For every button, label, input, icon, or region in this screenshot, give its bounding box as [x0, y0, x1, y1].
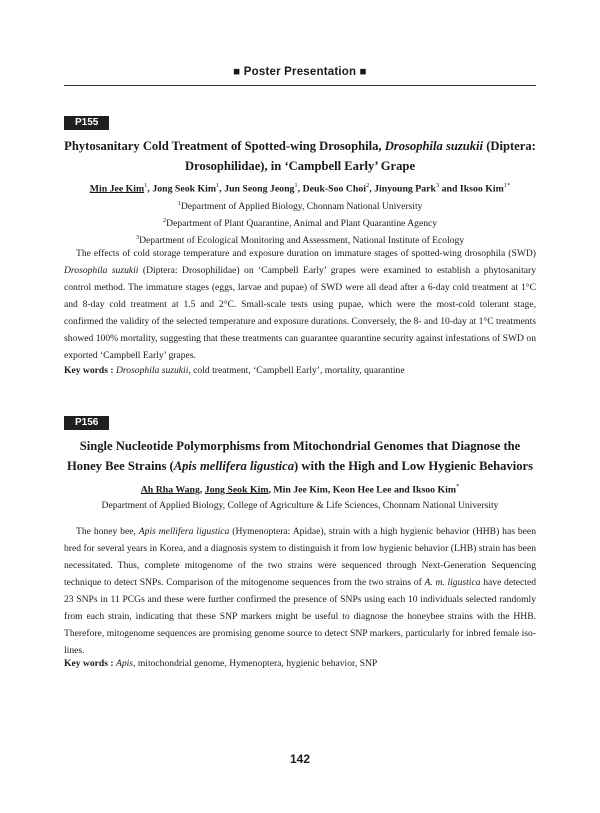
p155-title-text: Phytosanitary Cold Treatment of Spotted-wing Drosophila,: [64, 139, 385, 153]
aff-sup: 1: [177, 200, 181, 207]
aff-text: Department of Ecological Monitoring and Assessment, National Institute of Ecology: [139, 235, 465, 247]
keywords-label: Key words :: [64, 365, 116, 376]
p155-affiliation: [64, 197, 536, 214]
p155-author: Jong Seok Kim: [152, 183, 217, 195]
p156-title-text: Single Nucleotide Polymorphisms from Mitochondrial Genomes that Diagnose the Honey Bee Strains (: [67, 439, 521, 473]
abstract-text: The honey bee,: [76, 526, 139, 537]
p155-author-sup: 1*: [503, 182, 511, 189]
p155-abstract: [64, 245, 536, 364]
p156-author: Keon Hee Lee: [332, 484, 392, 496]
keywords-text: , cold treatment, ‘Campbell Early’, mortality, quarantine: [188, 365, 405, 376]
poster-tag-p155: P155: [64, 116, 109, 130]
p155-author-sup: 1: [294, 182, 298, 189]
abstract-species: Apis mellifera ligustica: [138, 526, 230, 537]
p155-affiliations: [64, 197, 536, 249]
p155-author: Min Jee Kim: [89, 183, 145, 195]
running-header: ■ Poster Presentation ■: [233, 66, 367, 78]
p156-author: Jong Seok Kim: [204, 484, 269, 496]
p155-author-sup: 3: [435, 182, 440, 189]
p155-authors: Min Jee Kim$^1$, Jong Seok Kim$^1$, Jun Seong Jeong$^1$, Deuk-Soo Choi$^2$, Jinyoung Park$^3$ and Iksoo Kim$^{1*}$: [89, 182, 511, 195]
p156-author: Iksoo Kim: [412, 484, 457, 496]
p155-author-sup: 1: [144, 182, 148, 189]
page-number: 142: [289, 752, 311, 766]
aff-text: Department of Applied Biology, Chonnam National University: [180, 201, 423, 213]
p155-title-species: Drosophila suzukii: [384, 139, 484, 153]
p156-title: [64, 436, 536, 476]
p156-author-sup: *: [456, 483, 460, 490]
abstract-species: Drosophila suzukii: [64, 265, 139, 276]
p155-author: Iksoo Kim: [459, 183, 504, 195]
keywords-label: Key words :: [64, 658, 116, 669]
keywords-text: , mitochondrial genome, Hymenoptera, hygienic behavior, SNP: [133, 658, 378, 669]
p155-author: Deuk-Soo Choi: [302, 183, 366, 195]
abstract-text: The effects of cold storage temperature and exposure duration on immature stages of spotted-wing drosophila (SWD): [76, 248, 536, 259]
p156-keywords: [64, 658, 536, 669]
p156-author: Min Jee Kim: [273, 484, 328, 496]
p155-author: Jinyoung Park: [374, 183, 436, 195]
aff-sup: 2: [162, 217, 167, 225]
abstract-text: (Diptera: Drosophilidae) on ‘Campbell Early’ grapes were examined to establish a phytosanitary control method. The immature stages (eggs, larvae and pupae) of SWD were all dead after a 6-day cold treatment at 1°C and 8-day cold treatment at 1.5 and 2°C. Small-scale tests using pupae, which were the most-cold tolerant stage, confirmed the validity of the selected temperature and exposure durations. Conversely, the 8- and 10-day at 1°C treatments showed 100% mortality, suggesting that these treatments can guarantee quarantine security against infestations of SWD on exported ‘Campbell Early’ grapes.: [64, 265, 536, 361]
p155-affiliation: [64, 214, 536, 231]
p156-abstract: [64, 523, 536, 659]
header-rule: [64, 85, 536, 86]
aff-text: Department of Plant Quarantine, Animal and Plant Quarantine Agency: [166, 218, 438, 230]
abstract-text: have detected 23 SNPs in 11 PCGs and these were further confirmed the presence of SNPs using each 10 individuals selected randomly from each strain, indicating that these SNP markers might be useful to diagnose the honeybee strains with the HHB. Therefore, mitogenome sequences are promising genome source to detect SNP markers, particularly for inbred female iso-lines.: [64, 577, 537, 656]
aff-sup: 3: [135, 234, 140, 242]
p155-title: [64, 136, 536, 176]
p155-title-text-end: (Diptera: Drosophilidae), in ‘Campbell Early’ Grape: [184, 139, 536, 173]
abstract-species: A. m. ligustica: [424, 577, 481, 588]
p156-title-species: Apis mellifera ligustica: [173, 459, 295, 473]
p155-author-sup: 2: [366, 182, 370, 189]
keywords-species: Drosophila suzukii: [115, 365, 189, 376]
p156-affiliation: Department of Applied Biology, College of Agriculture & Life Sciences, Chonnam National University: [101, 500, 499, 511]
abstract-text: (Hymenoptera: Apidae), strain with a high hygienic behavior (HHB) has been bred for several years in Korea, and a diagnosis system to distinguish it from low hygienic behavior (LHB) strain has been necessitated. Thus, complete mitogenome of the two strains were sequenced through Next-Generation Sequencing technique to detect SNPs. Comparison of the mitogenome sequences from the two strains of: [64, 526, 536, 588]
p155-author: Jun Seong Jeong: [224, 183, 295, 195]
keywords-genus: Apis: [115, 658, 134, 669]
poster-tag-p156: P156: [64, 416, 109, 430]
p156-authors: Ah Rha Wang, Jong Seok Kim, Min Jee Kim, Keon Hee Lee and Iksoo Kim*: [140, 483, 460, 496]
p155-author-sup: 1: [216, 182, 220, 189]
p156-title-text-end: ) with the High and Low Hygienic Behaviors: [294, 459, 533, 473]
p155-keywords: [64, 365, 536, 376]
p156-author: Ah Rha Wang: [140, 484, 200, 496]
